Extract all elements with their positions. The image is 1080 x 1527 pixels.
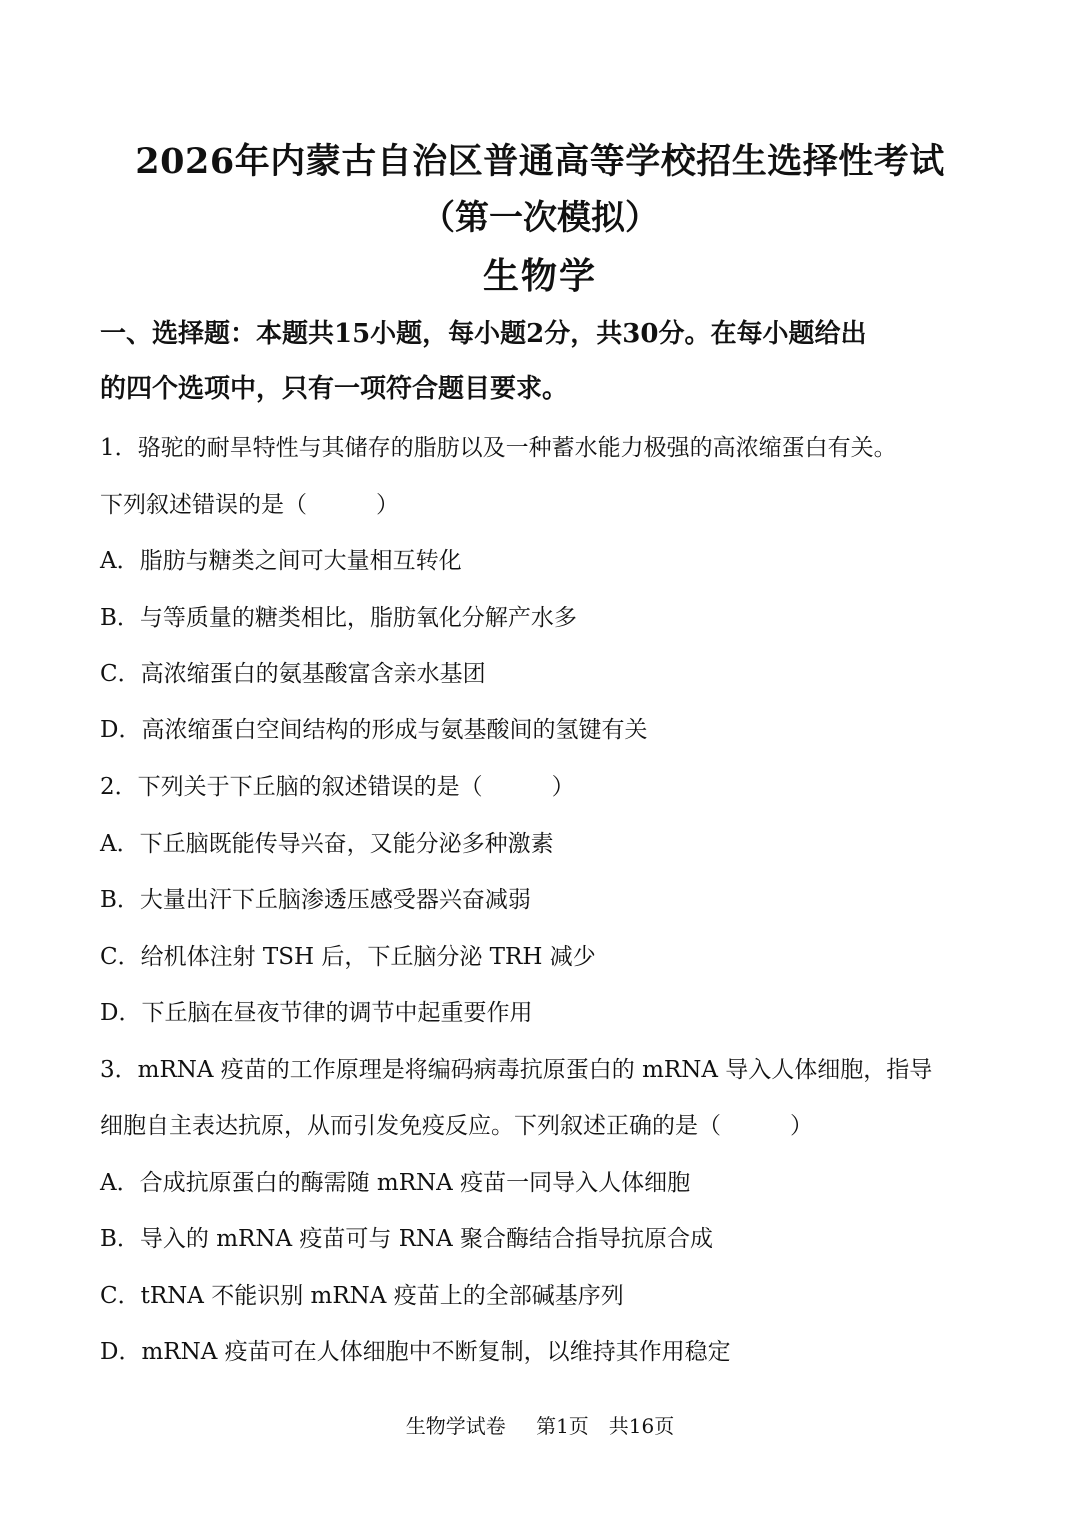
exam-subject: 生物学 — [482, 255, 597, 297]
question-1-option-c: C．高浓缩蛋白的氨基酸富含亲水基团 — [100, 661, 486, 687]
footer-paper-name: 生物学试卷 — [405, 1414, 506, 1438]
question-1-option-b: B．与等质量的糖类相比，脂肪氧化分解产水多 — [100, 605, 577, 631]
question-3-option-d: D．mRNA 疫苗可在人体细胞中不断复制，以维持其作用稳定 — [100, 1339, 731, 1365]
question-2-option-c: C．给机体注射 TSH 后，下丘脑分泌 TRH 减少 — [100, 944, 596, 970]
question-3-option-c: C．tRNA 不能识别 mRNA 疫苗上的全部碱基序列 — [100, 1283, 624, 1309]
exam-title: 2026年内蒙古自治区普通高等学校招生选择性考试 — [135, 141, 945, 182]
exam-subtitle: （第一次模拟） — [421, 198, 659, 238]
question-1-stem-line-2: 下列叙述错误的是（ ） — [100, 492, 399, 518]
question-1-stem-line-1: 1．骆驼的耐旱特性与其储存的脂肪以及一种蓄水能力极强的高浓缩蛋白有关。 — [100, 435, 897, 461]
question-3-option-b: B．导入的 mRNA 疫苗可与 RNA 聚合酶结合指导抗原合成 — [100, 1226, 714, 1252]
question-1-option-d: D．高浓缩蛋白空间结构的形成与氨基酸间的氢键有关 — [100, 717, 648, 743]
question-2-option-a: A．下丘脑既能传导兴奋，又能分泌多种激素 — [100, 831, 554, 857]
section-heading-line-1: 一、选择题：本题共15小题，每小题2分，共30分。在每小题给出 — [100, 319, 867, 349]
section-heading-line-2: 的四个选项中，只有一项符合题目要求。 — [100, 374, 569, 404]
question-3-option-a: A．合成抗原蛋白的酶需随 mRNA 疫苗一同导入人体细胞 — [100, 1170, 691, 1196]
question-3-stem-line-2: 细胞自主表达抗原，从而引发免疫反应。下列叙述正确的是（ ） — [100, 1113, 813, 1139]
question-1-option-a: A．脂肪与糖类之间可大量相互转化 — [100, 548, 462, 574]
footer-page-info: 第1页 共16页 — [536, 1414, 675, 1438]
question-2-option-d: D．下丘脑在昼夜节律的调节中起重要作用 — [100, 1000, 533, 1026]
page-footer — [0, 1410, 1080, 1439]
question-3-stem-line-1: 3．mRNA 疫苗的工作原理是将编码病毒抗原蛋白的 mRNA 导入人体细胞，指导 — [100, 1057, 933, 1083]
question-2-stem-line-1: 2．下列关于下丘脑的叙述错误的是（ ） — [100, 774, 575, 800]
question-2-option-b: B．大量出汗下丘脑渗透压感受器兴奋减弱 — [100, 887, 531, 913]
